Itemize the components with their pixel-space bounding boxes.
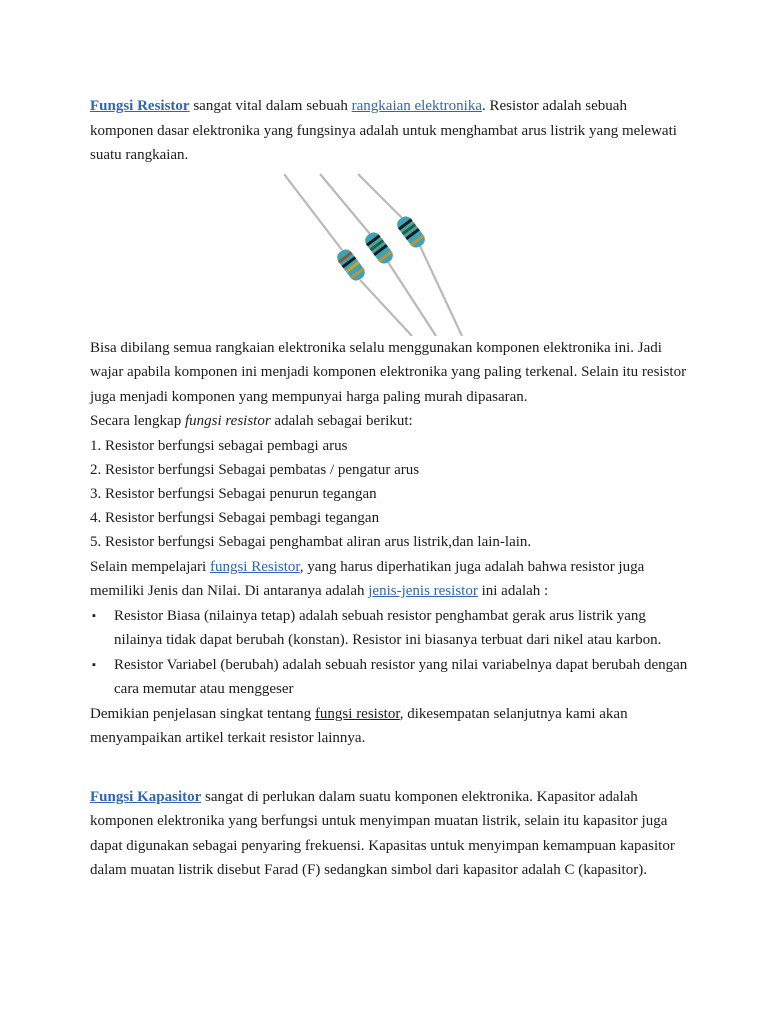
popularity-paragraph: Bisa dibilang semua rangkaian elektronika selalu menggunakan komponen elektronika ini. Jadi wajar apabila komponen ini menjadi komponen elektronika yang paling terkenal. Selain itu resistor juga menjadi komponen yang mempunyai harga paling murah dipasaran. xyxy=(90,339,687,405)
function-list xyxy=(90,434,690,555)
intro-paragraph: Fungsi Resistor sangat vital dalam sebuah rangkaian elektronika. Resistor adalah sebuah komponen dasar elektronika yang fungsinya adalah untuk menghambat arus listrik yang melewati suatu rangkaian. xyxy=(90,98,677,163)
fungsi-resistor-title-link[interactable]: Fungsi Resistor xyxy=(90,98,190,114)
list-item: 4. Resistor berfungsi Sebagai pembagi tegangan xyxy=(90,510,380,527)
list-item: 1. Resistor berfungsi sebagai pembagi arus xyxy=(90,437,348,454)
types-intro-paragraph: Selain mempelajari fungsi Resistor, yang harus diperhatikan juga adalah bahwa resistor juga memiliki Jenis dan Nilai. Di antaranya adalah jenis-jenis resistor ini adalah : xyxy=(90,558,645,600)
jenis-jenis-resistor-link[interactable]: jenis-jenis resistor xyxy=(368,583,478,600)
list-item: 2. Resistor berfungsi Sebagai pembatas / pengatur arus xyxy=(90,461,420,478)
list-item: ▪ Resistor Variabel (berubah) adalah sebuah resistor yang nilai variabelnya dapat berubah dengan cara memutar atau menggeser xyxy=(90,653,690,702)
list-item: 5. Resistor berfungsi Sebagai penghambat aliran arus listrik,dan lain-lain. xyxy=(90,534,532,551)
document-page xyxy=(90,94,690,883)
fungsi-kapasitor-title-link[interactable]: Fungsi Kapasitor xyxy=(90,788,202,805)
closing-paragraph: Demikian penjelasan singkat tentang fungsi resistor, dikesempatan selanjutnya kami akan menyampaikan artikel terkait resistor lainnya. xyxy=(90,705,628,747)
list-item: 3. Resistor berfungsi Sebagai penurun tegangan xyxy=(90,485,377,502)
fungsi-resistor-closing-link[interactable]: fungsi resistor xyxy=(314,705,400,722)
section-gap xyxy=(90,751,690,785)
fungsi-resistor-link[interactable]: fungsi Resistor xyxy=(209,558,300,575)
bullet-square-icon: ▪ xyxy=(92,658,96,671)
resistor-middle xyxy=(320,174,436,336)
capacitor-paragraph: Fungsi Kapasitor sangat di perlukan dalam suatu komponen elektronika. Kapasitor adalah komponen elektronika yang berfungsi untuk menyimpan muatan listrik, selain itu kapasitor juga dapat digunakan sebagai penyaring frekuensi. Kapasitas untuk menyimpan kemampuan kapasitor dalam muatan listrik disebut Farad (F) sedangkan simbol dari kapasitor adalah C (kapasitor). xyxy=(90,788,675,879)
bullet-square-icon: ▪ xyxy=(92,609,96,622)
rangkaian-elektronika-link[interactable]: rangkaian elektronika xyxy=(351,98,482,114)
resistor-right xyxy=(358,174,462,336)
resistor-image xyxy=(284,172,484,336)
fungsi-resistor-italic: fungsi resistor xyxy=(184,413,271,429)
function-lead: Secara lengkap fungsi resistor adalah sebagai berikut: xyxy=(90,413,413,429)
list-item: ▪ Resistor Biasa (nilainya tetap) adalah sebuah resistor penghambat gerak arus listrik yang nilainya tidak dapat berubah (konstan). Resistor ini biasanya terbuat dari nikel atau karbon. xyxy=(90,604,690,653)
resistor-photo xyxy=(284,172,484,336)
resistor-types-list xyxy=(90,604,690,702)
